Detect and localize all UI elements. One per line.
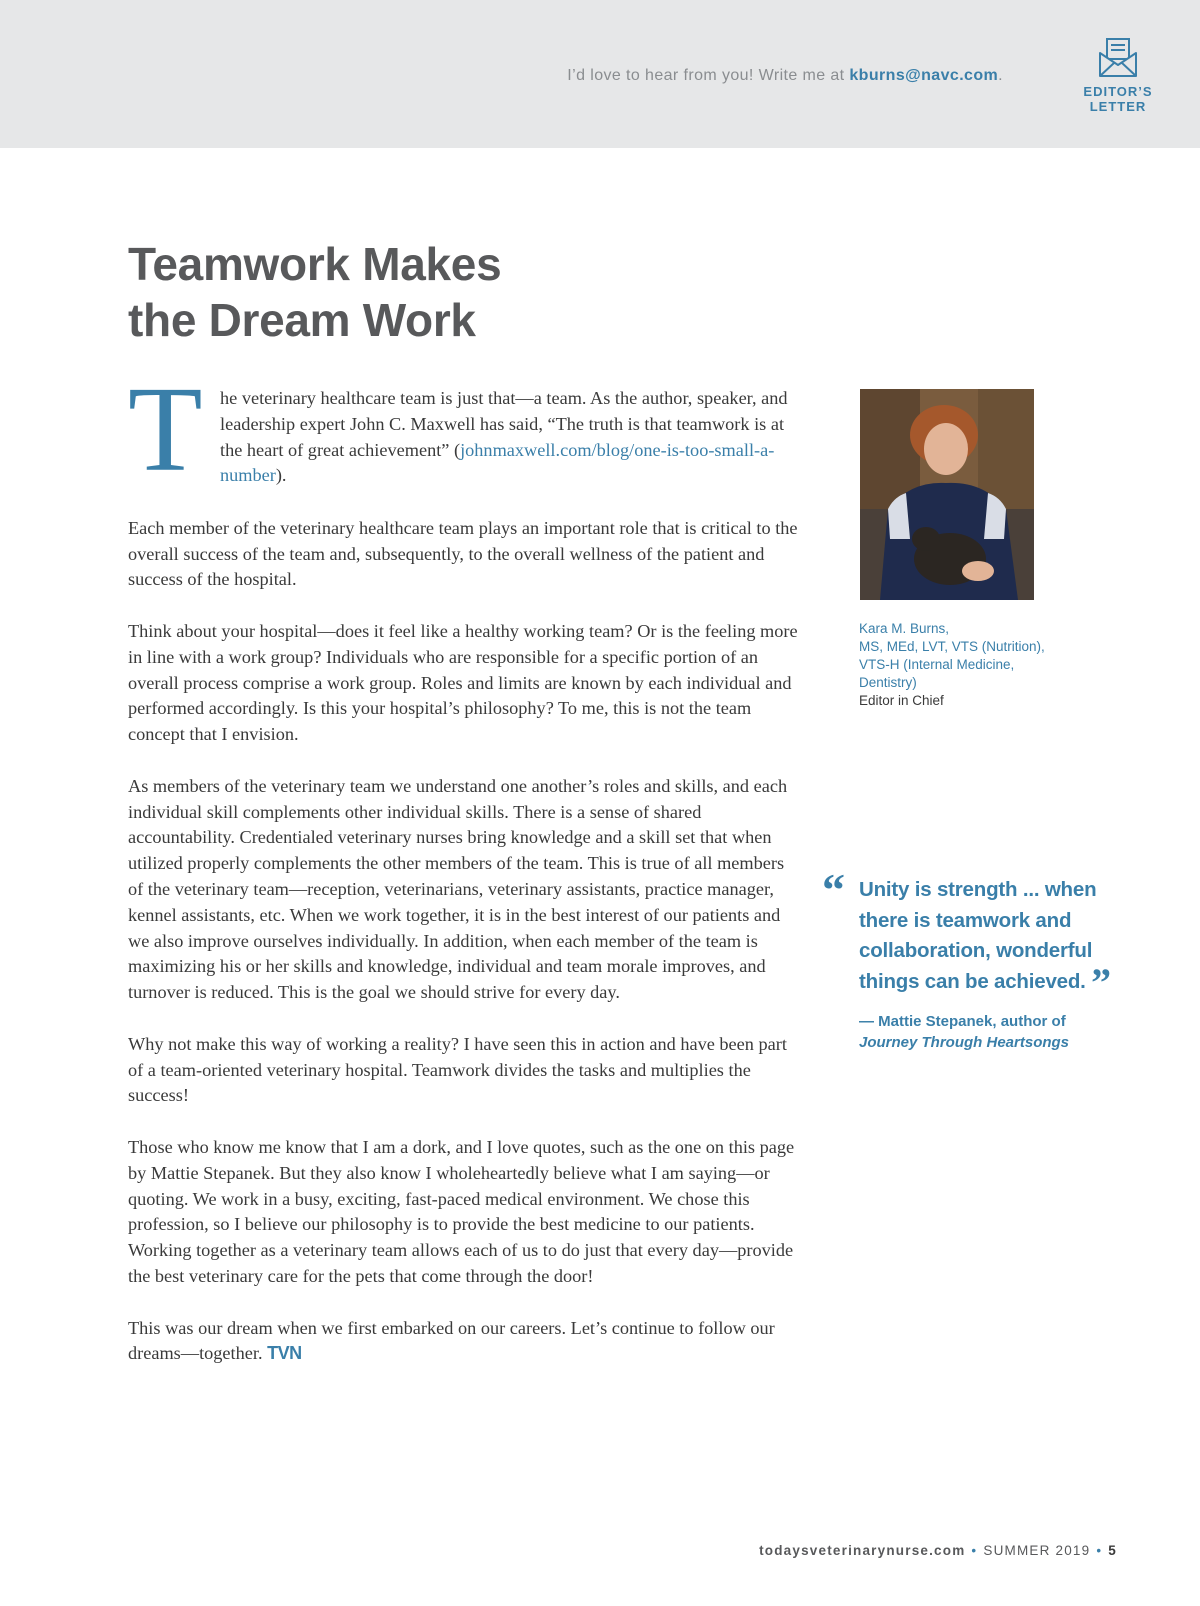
closing-paragraph (128, 1316, 803, 1368)
header-band (0, 0, 1200, 148)
quote-attribution (859, 1011, 1112, 1053)
body-paragraph: As members of the veterinary team we understand one another’s roles and skills, and each individual skill complements other individual skills. There is a sense of shared accountability. Credentialed veterinary nurses bring knowledge and a skill set that when utilized properly complements the other members of the team. This is true of all members of the veterinary team—reception, veterinarians, veterinary assistants, practice manager, kennel assistants, etc. When we work together, it is in the best interest of our patients and we also improve ourselves individually. In addition, when each member of the team is maximizing his or her skills and knowledge, individual and team morale improves, and turnover is reduced. This is the goal we should strive for every day. (128, 775, 788, 1003)
body-paragraph: Each member of the veterinary healthcare team plays an important role that is critical to the overall success of the team and, subsequently, to the overall wellness of the patient and success of the hospital. (128, 517, 798, 590)
body-paragraph: Those who know me know that I am a dork, and I love quotes, such as the one on this page by Mattie Stepanek. But they also know I wholeheartedly believe what I am saying—or quoting. We work in a busy, exciting, fast-paced medical environment. We chose this profession, so I believe our philosophy is to provide the best medicine to our patients. Working together as a veterinary team allows each of us to do just that every day—provide the best veterinary care for the pets that come through the door! (128, 1136, 795, 1286)
contact-text: I’d love to hear from you! Write me at (567, 67, 850, 84)
bio-credentials: Dentistry) (859, 675, 917, 690)
body-paragraph: Think about your hospital—does it feel like a healthy working team? Or is the feeling more in line with a work group? Individuals who are responsible for a specific portion of an overall process comprise a work group. Roles and limits are known by each individual and performed accordingly. Is this your hospital’s philosophy? To me, this is not the team concept that I envision. (128, 620, 798, 745)
page-number: 5 (1108, 1543, 1117, 1558)
section-label-line2: LETTER (1089, 99, 1147, 114)
lead-end: ). (275, 465, 287, 486)
header-contact-line (567, 67, 1003, 85)
author-bio (859, 620, 1099, 710)
quote-text-block (859, 875, 1112, 1005)
title-line-2: the Dream Work (128, 294, 476, 346)
page-footer (759, 1543, 1117, 1558)
footer-issue: SUMMER 2019 (983, 1543, 1091, 1558)
author-photo-illustration (860, 389, 1034, 600)
footer-separator: • (1096, 1543, 1103, 1558)
contact-end: . (998, 67, 1003, 84)
bio-credentials: VTS-H (Internal Medicine, (859, 657, 1015, 672)
section-tag (1072, 36, 1164, 114)
title-line-1: Teamwork Makes (128, 238, 502, 290)
page-title (128, 236, 501, 348)
section-label (1072, 84, 1164, 114)
bio-role: Editor in Chief (859, 693, 944, 708)
article-body (128, 362, 803, 1393)
lead-paragraph (128, 362, 803, 497)
quote-text: Unity is strength ... when there is teamwork and collaboration, wonderful things can be achieved. (859, 878, 1097, 993)
footer-separator: • (971, 1543, 978, 1558)
bio-name: Kara M. Burns, (859, 621, 950, 636)
bio-credentials: MS, MEd, LVT, VTS (Nutrition), (859, 639, 1045, 654)
footer-site[interactable]: todaysveterinarynurse.com (759, 1543, 966, 1558)
pull-quote (822, 864, 1112, 1053)
email-link[interactable]: kburns@navc.com (849, 67, 999, 84)
drop-cap: T (128, 362, 203, 497)
body-paragraph: Why not make this way of working a reality? I have seen this in action and have been part of a team-oriented veterinary hospital. Teamwork divides the tasks and multiplies the success! (128, 1033, 787, 1106)
author-photo (860, 389, 1034, 600)
lead-text: he veterinary healthcare team is just that—a team. As the author, speaker, and leadership expert John C. Maxwell has said, “The truth is that teamwork is at the heart of great achievement” ( (220, 388, 788, 460)
quote-author: — Mattie Stepanek, author of (859, 1013, 1066, 1031)
closing-text: This was our dream when we first embarked on our careers. Let’s continue to follow our dreams—together. (128, 1317, 775, 1364)
quote-book-title: Journey Through Heartsongs (859, 1034, 1070, 1052)
tvn-end-mark: TVN (267, 1343, 302, 1364)
section-label-line1: EDITOR’S (1083, 84, 1153, 99)
close-quote-icon: ” (1091, 959, 1111, 1005)
source-link[interactable]: johnmaxwell.com/blog/one-is-too-small-a-number (220, 439, 775, 486)
envelope-letter-icon (1097, 36, 1139, 78)
open-quote-icon: “ (822, 864, 845, 915)
